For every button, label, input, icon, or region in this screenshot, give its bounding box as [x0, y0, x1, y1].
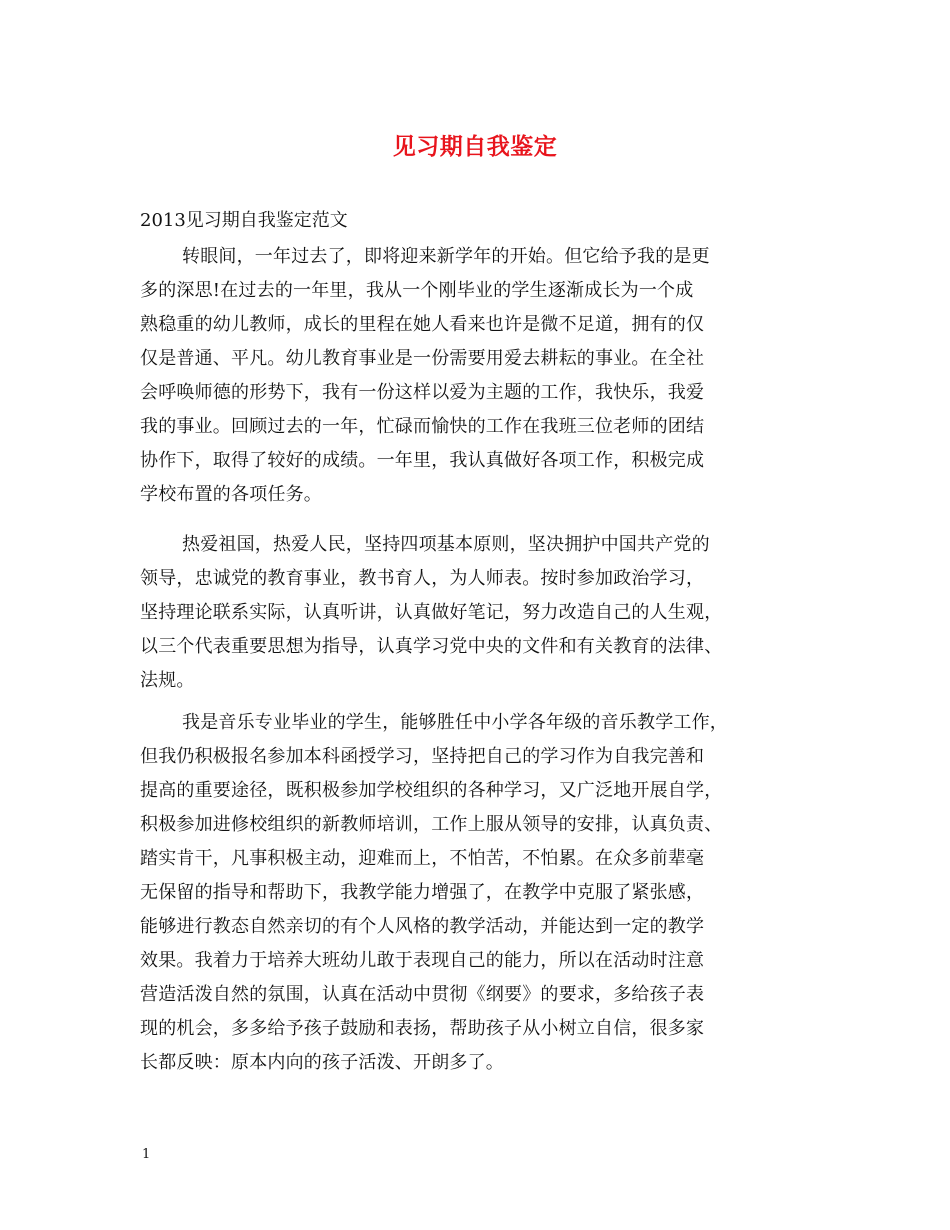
- text-line: 我的事业。回顾过去的一年，忙碌而愉快的工作在我班三位老师的团结: [140, 416, 705, 437]
- text-line: 转眼间，一年过去了，即将迎来新学年的开始。但它给予我的是更: [182, 246, 710, 267]
- text-line: 我是音乐专业毕业的学生，能够胜任中小学各年级的音乐教学工作，: [182, 712, 728, 733]
- text-line: 营造活泼自然的氛围，认真在活动中贯彻《纲要》的要求，多给孩子表: [140, 984, 705, 1005]
- text-line: 长都反映：原本内向的孩子活泼、开朗多了。: [140, 1052, 504, 1073]
- text-line: 以三个代表重要思想为指导，认真学习党中央的文件和有关教育的法律、: [140, 636, 723, 657]
- text-line: 踏实肯干，凡事积极主动，迎难而上，不怕苦，不怕累。在众多前辈毫: [140, 848, 705, 869]
- text-line: 法规。: [140, 670, 195, 691]
- text-line: 积极参加进修校组织的新教师培训，工作上服从领导的安排，认真负责、: [140, 814, 723, 835]
- text-line: 现的机会，多多给予孩子鼓励和表扬，帮助孩子从小树立自信，很多家: [140, 1018, 705, 1039]
- text-line: 但我仍积极报名参加本科函授学习，坚持把自己的学习作为自我完善和: [140, 746, 705, 767]
- text-line: 效果。我着力于培养大班幼儿敢于表现自己的能力，所以在活动时注意: [140, 950, 705, 971]
- text-line: 多的深思!在过去的一年里，我从一个刚毕业的学生逐渐成长为一个成: [140, 280, 694, 301]
- text-line: 能够进行教态自然亲切的有个人风格的教学活动，并能达到一定的教学: [140, 916, 705, 937]
- text-line: 熟稳重的幼儿教师，成长的里程在她人看来也许是微不足道，拥有的仅: [140, 314, 705, 335]
- text-line: 无保留的指导和帮助下，我教学能力增强了，在教学中克服了紧张感，: [140, 882, 705, 903]
- page-number: 1: [142, 1147, 151, 1162]
- text-line: 热爱祖国，热爱人民，坚持四项基本原则，坚决拥护中国共产党的: [182, 534, 710, 555]
- text-line: 会呼唤师德的形势下，我有一份这样以爱为主题的工作，我快乐，我爱: [140, 382, 705, 403]
- text-line: 领导，忠诚党的教育事业，教书育人，为人师表。按时参加政治学习，: [140, 568, 705, 589]
- text-line: 协作下，取得了较好的成绩。一年里，我认真做好各项工作，积极完成: [140, 450, 705, 471]
- text-line: 坚持理论联系实际，认真听讲，认真做好笔记，努力改造自己的人生观，: [140, 602, 723, 623]
- document-subtitle: 2013见习期自我鉴定范文: [140, 210, 348, 231]
- text-line: 学校布置的各项任务。: [140, 484, 322, 505]
- document-title: 见习期自我鉴定: [392, 133, 558, 160]
- text-line: 提高的重要途径，既积极参加学校组织的各种学习，又广泛地开展自学，: [140, 780, 723, 801]
- text-line: 仅是普通、平凡。幼儿教育事业是一份需要用爱去耕耘的事业。在全社: [140, 348, 705, 369]
